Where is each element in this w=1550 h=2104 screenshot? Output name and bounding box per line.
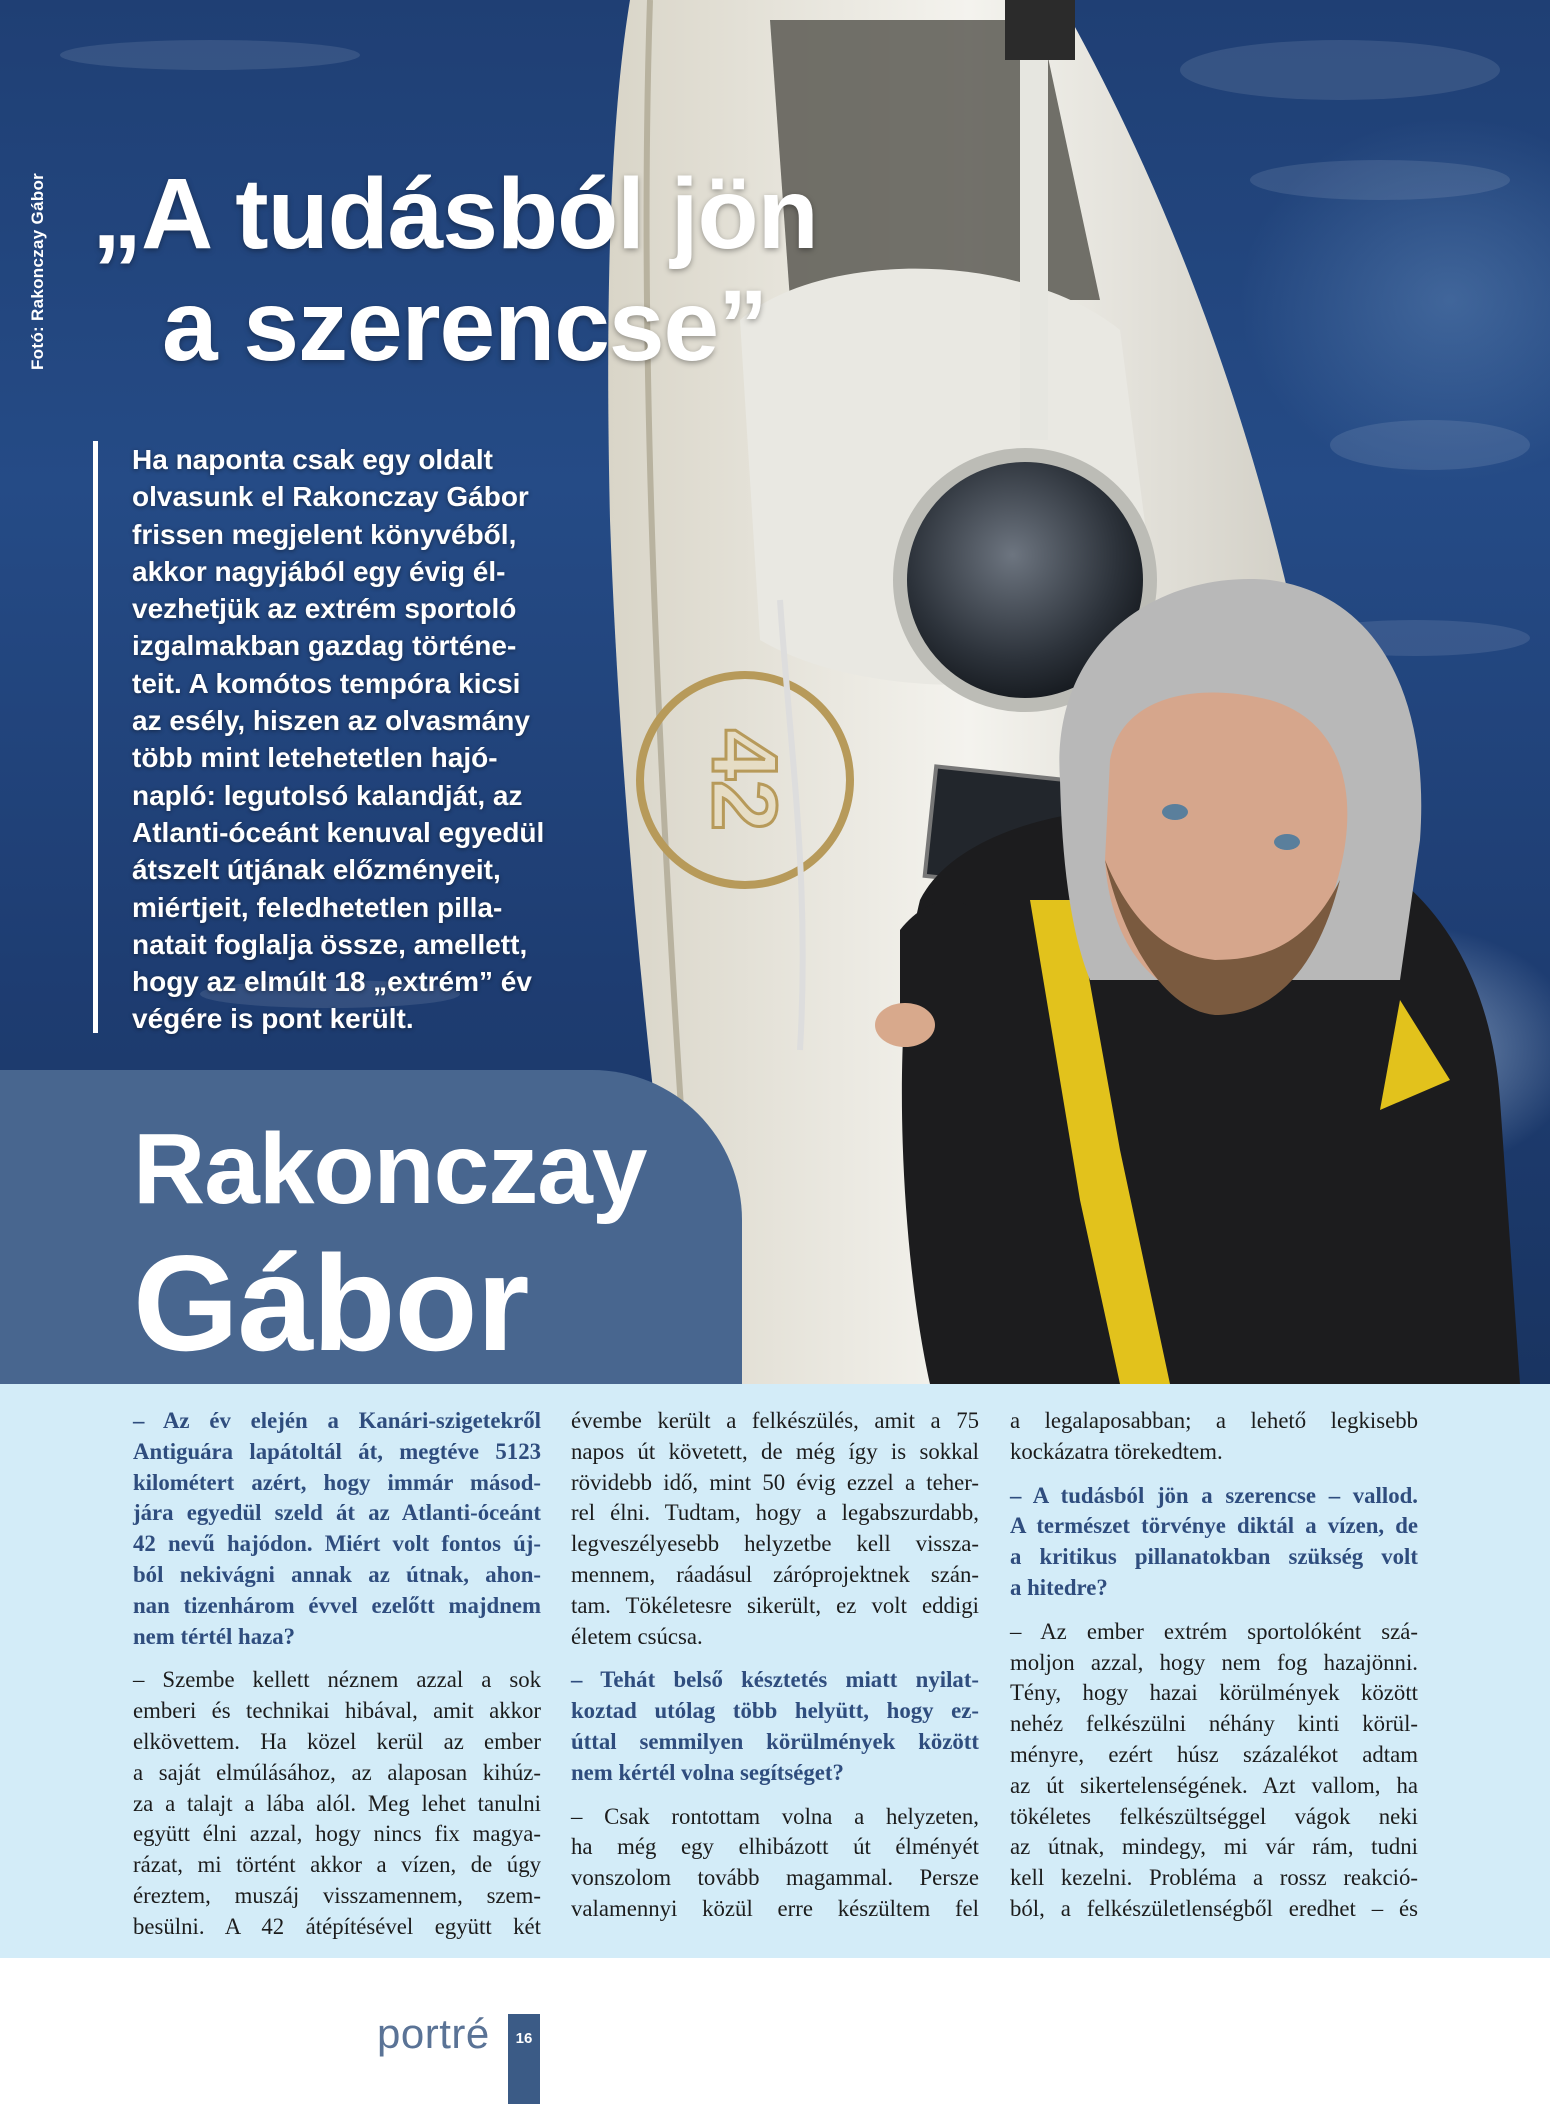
text-line: za a talajt a lába alól. Meg lehet tanulni [133, 1790, 541, 1816]
text-line: nem tértél haza? [133, 1623, 296, 1649]
name-first: Rakonczay [133, 1113, 647, 1225]
lead-rule [93, 441, 98, 1033]
article-column-3 [1010, 1406, 1418, 1938]
lead-line: Ha naponta csak egy oldalt [132, 444, 493, 475]
lead-line: frissen megjelent könyvéből, [132, 518, 517, 550]
text-line: moljon azzal, hogy nem fog hazajönni. [1010, 1649, 1418, 1675]
text-line: A természet törvénye diktál a vízen, de [1010, 1513, 1418, 1539]
text-line: legveszélyesebb helyzetbe kell vissza- [571, 1531, 979, 1557]
text-line: Antiguára lapátoltál át, megtéve 5123 [133, 1438, 541, 1464]
headline-line-2: a szerencse” [162, 270, 768, 382]
text-line: valamennyi közül erre készültem fel [571, 1895, 979, 1921]
lead-line: hogy az elmúlt 18 „extrém” év [132, 966, 532, 998]
text-line: Tény, hogy hazai körülmények között [1010, 1680, 1418, 1706]
text-line: életem csúcsa. [571, 1623, 703, 1649]
lead-paragraph [132, 441, 622, 1038]
lead-line: izgalmakban gazdag történe- [132, 630, 517, 662]
text-line: 42 nevű hajódon. Miért volt fontos új- [133, 1531, 541, 1557]
lead-line: végére is pont került. [132, 1003, 414, 1035]
text-line: – Csak rontottam volna a helyzeten, [571, 1803, 979, 1829]
interview-answer [1010, 1406, 1418, 1468]
lead-line: olvasunk el Rakonczay Gábor [132, 481, 529, 513]
text-line: tökéletes felkészültséggel vágok neki [1010, 1803, 1418, 1829]
interview-question [133, 1406, 541, 1652]
article-column-1 [133, 1406, 541, 1956]
text-line: úttal semmilyen körülmények között [571, 1728, 979, 1754]
lead-line: natait foglalja össze, amellett, [132, 928, 528, 960]
text-line: emberi és technikai hibával, amit akkor [133, 1698, 541, 1724]
text-line: kilométert azért, hogy immár másod- [133, 1469, 541, 1495]
text-line: nehéz felkészülni néhány kinti körül- [1010, 1711, 1418, 1737]
text-line: – Az ember extrém sportolóként szá- [1010, 1618, 1418, 1644]
name-last: Gábor [133, 1227, 529, 1379]
text-line: elkövettem. Ha közel kerül az ember [133, 1728, 541, 1754]
text-line: a legalaposabban; a lehető legkisebb [1010, 1408, 1418, 1433]
text-line: koztad utólag több helyütt, hogy ez- [571, 1698, 979, 1724]
lead-line: több mint letehetetlen hajó- [132, 742, 498, 774]
text-line: tam. Tökéletesre sikerült, ez volt eddigi [571, 1592, 979, 1618]
text-line: rel élni. Tudtam, hogy a legabszurdabb, [571, 1500, 979, 1526]
text-line: ból, a felkészületlenségből eredhet – és [1010, 1895, 1418, 1921]
text-line: kockázatra törekedtem. [1010, 1438, 1223, 1464]
lead-line: akkor nagyjából egy évig él- [132, 555, 506, 587]
text-line: a saját elmúlásához, az alaposan kihúz- [133, 1759, 541, 1785]
text-line: – Az év elején a Kanári-szigetekről [133, 1408, 541, 1433]
text-line: rövidebb idő, mint 50 évig ezzel a teher- [571, 1469, 979, 1495]
interview-answer [571, 1802, 979, 1925]
text-line: ményre, ezért húsz százalékot adtam [1010, 1741, 1418, 1767]
photo-credit: Fotó: Rakonczay Gábor [28, 172, 47, 370]
text-line: a kritikus pillanatokban szükség volt [1010, 1544, 1418, 1570]
text-line: – A tudásból jön a szerencse – vallod. [1010, 1482, 1418, 1508]
headline [92, 158, 818, 382]
interview-question [1010, 1481, 1418, 1604]
lead-line: miértjeit, feledhetetlen pilla- [132, 891, 503, 923]
article-column-2 [571, 1406, 979, 1938]
text-line: – Szembe kellett néznem azzal a sok [133, 1667, 541, 1693]
text-line: besülni. A 42 átépítésével együtt két [133, 1913, 541, 1939]
text-line: az útnak, mindegy, mi vár rám, tudni [1010, 1834, 1418, 1860]
text-line: kell kezelni. Probléma a rossz reakció- [1010, 1865, 1418, 1891]
text-line: éreztem, muszáj visszamennem, szem- [133, 1882, 541, 1908]
text-line: – Tehát belső késztetés miatt nyilat- [571, 1667, 979, 1693]
page-number-tab [508, 2014, 540, 2104]
text-line: együtt élni azzal, hogy nincs fix magya- [133, 1821, 541, 1847]
text-line: az út sikertelenségének. Azt vallom, ha [1010, 1772, 1418, 1798]
text-line: napos út követett, de még így is sokkal [571, 1438, 979, 1464]
lead-line: napló: legutolsó kalandját, az [132, 779, 523, 811]
boat-number-label: 42 [693, 728, 795, 832]
text-line: nan tizenhárom évvel ezelőtt majdnem [133, 1592, 541, 1618]
interview-answer [133, 1665, 541, 1942]
section-label: portré [377, 2010, 490, 2057]
text-line: ból nekivágni annak az útnak, ahon- [133, 1561, 541, 1587]
text-line: mennem, ráadásul záróprojektnek szán- [571, 1561, 979, 1587]
lead-line: teit. A komótos tempóra kicsi [132, 667, 521, 699]
text-line: vonszolom tovább magammal. Persze [571, 1865, 979, 1891]
lead-line: Atlanti-óceánt kenuval egyedül [132, 816, 545, 848]
lead-line: átszelt útjának előzményeit, [132, 854, 501, 886]
text-line: nem kértél volna segítséget? [571, 1759, 844, 1785]
interview-question [571, 1665, 979, 1788]
text-line: évembe került a felkészülés, amit a 75 [571, 1408, 979, 1433]
text-line: jára egyedül szeld át az Atlanti-óceánt [133, 1500, 541, 1526]
text-line: a hitedre? [1010, 1574, 1108, 1600]
interviewee-name [133, 1110, 646, 1378]
page-number: 16 [515, 2030, 533, 2047]
lead-line: vezhetjük az extrém sportoló [132, 593, 517, 625]
text-line: ha még egy elhibázott út élményét [571, 1834, 979, 1860]
interview-answer [571, 1406, 979, 1652]
text-line: rázat, mi történt akkor a vízen, de úgy [133, 1852, 541, 1878]
lead-line: az esély, hiszen az olvasmány [132, 705, 530, 737]
interview-answer [1010, 1617, 1418, 1925]
headline-line-1: „A tudásból jön [92, 158, 818, 270]
